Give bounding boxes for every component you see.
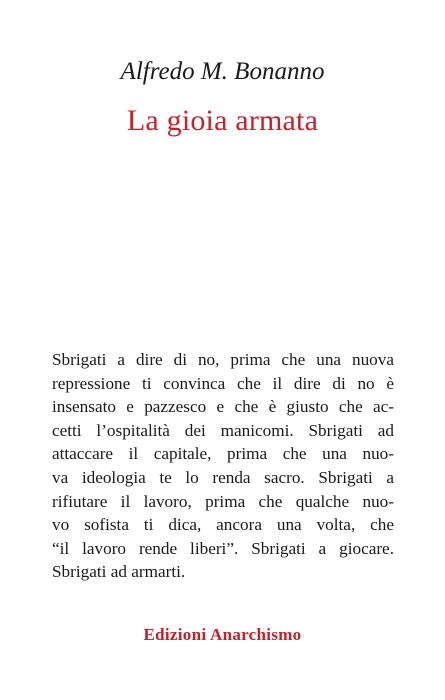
blurb-line: “il lavoro rende liberi”. Sbrigati a giocare. [52,538,394,558]
blurb-line: attaccare il capitale, prima che una nuo- [52,444,394,464]
blurb-line: cetti l’ospitalità dei manicomi. Sbrigati ad [52,420,394,440]
author-name: Alfredo M. Bonanno [120,58,325,85]
cover-blurb [52,348,394,584]
book-title: La gioia armata [126,104,319,137]
blurb-line: Sbrigati a dire di no, prima che una nuova [52,350,394,369]
blurb-line: vo sofista ti dica, ancora una volta, che [52,515,394,535]
blurb-line: insensato e pazzesco e che è giusto che ac- [52,397,394,417]
blurb-line: va ideologia te lo renda sacro. Sbrigati a [52,467,394,487]
blurb-line: repressione ti convinca che il dire di no è [52,373,394,393]
publisher-name: Edizioni Anarchismo [143,625,302,644]
blurb-line: rifiutare il lavoro, prima che qualche nuo- [52,491,394,511]
blurb-line: Sbrigati ad armarti. [52,562,186,582]
